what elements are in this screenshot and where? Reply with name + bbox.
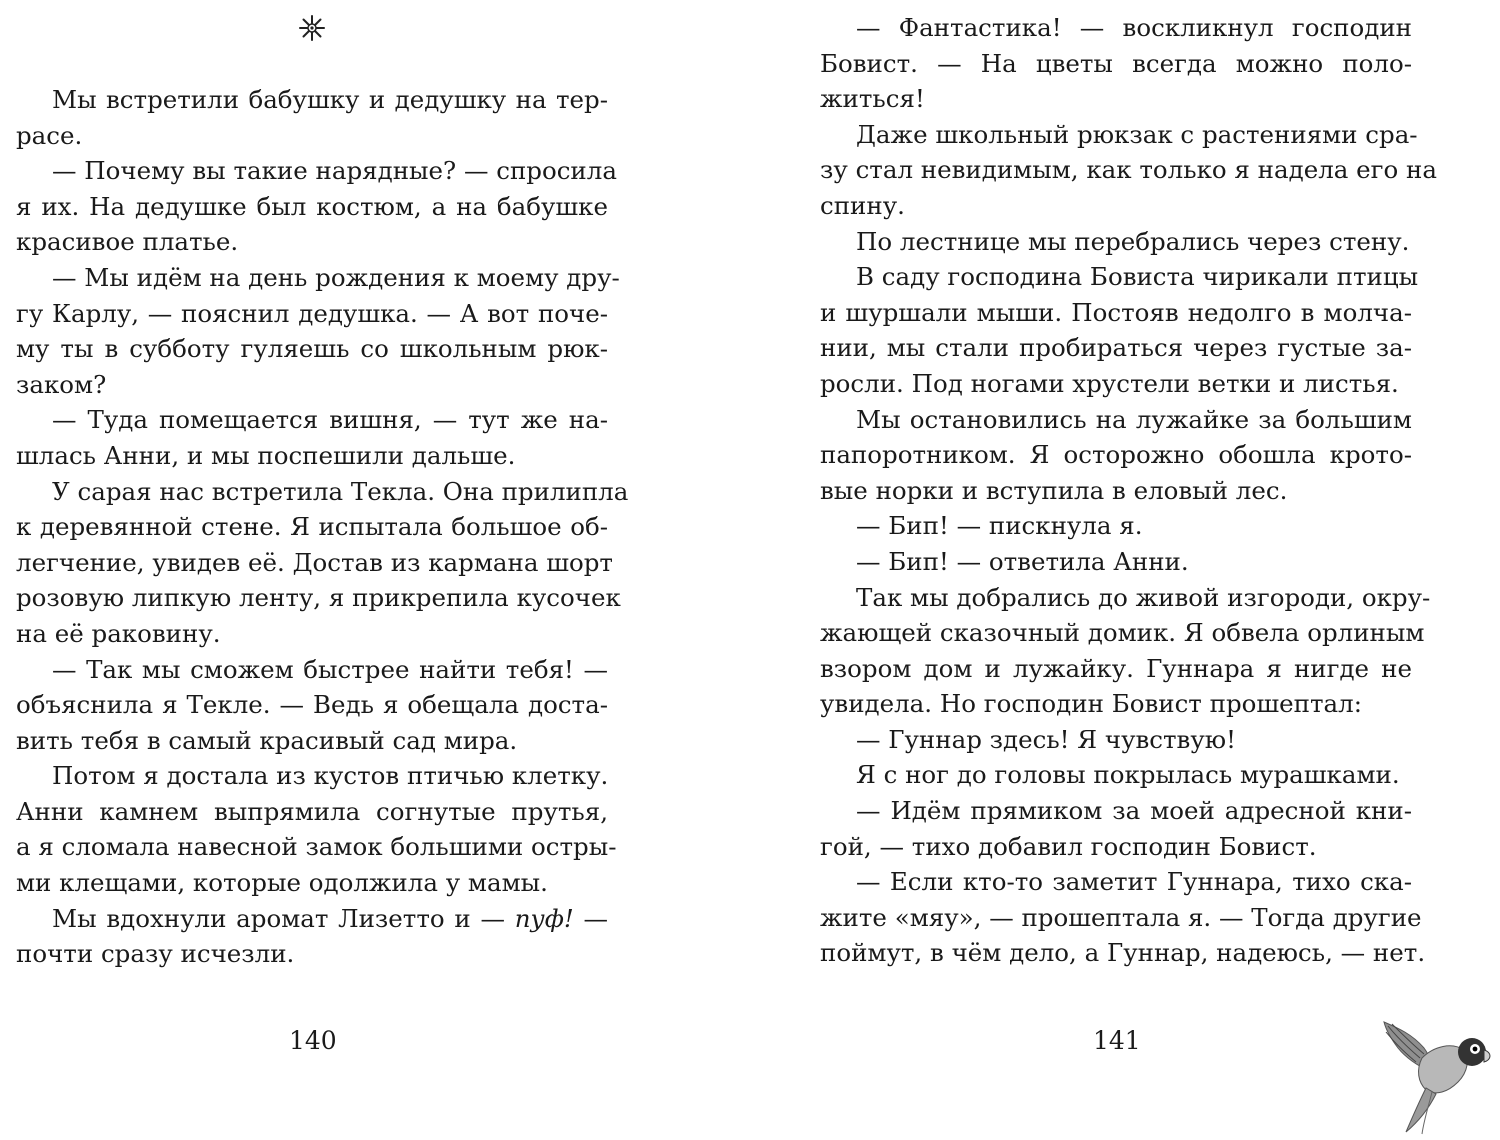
text-line: — Так мы сможем быстрее найти тебя! —	[52, 654, 608, 684]
text-line: Так мы добрались до живой изгороди, окру-	[856, 582, 1431, 612]
text-line: Анни камнем выпрямила согнутые прутья,	[16, 796, 608, 826]
text-line: а я сломала навесной замок большими остры-	[16, 832, 617, 862]
text-line: гу Карлу, — пояснил дедушка. — А вот поче-	[16, 298, 608, 328]
text-line: По лестнице мы перебрались через стену.	[856, 226, 1410, 256]
text-line: житься!	[820, 84, 925, 114]
text-line: легчение, увидев её. Достав из кармана шорт	[16, 547, 613, 577]
text-line: — Мы идём на день рождения к моему дру-	[52, 262, 620, 292]
text-line: — Почему вы такие нарядные? — спросила	[52, 156, 617, 186]
text-line: — Если кто-то заметит Гуннара, тихо ска-	[856, 867, 1412, 897]
text-line: Я с ног до головы покрылась мурашками.	[856, 760, 1400, 790]
text-line: жите «мяу», — прошептала я. — Тогда другие	[820, 902, 1422, 932]
text-line: жающей сказочный домик. Я обвела орлиным	[820, 618, 1425, 648]
text-line: Мы остановились на лужайке за большим	[856, 404, 1412, 434]
text-line: — Идём прямиком за моей адресной кни-	[856, 796, 1412, 826]
text-line: Бовист. — На цветы всегда можно поло-	[820, 48, 1412, 78]
text-line: к деревянной стене. Я испытала большое об-	[16, 512, 608, 542]
text-line: — Бип! — пискнула я.	[856, 511, 1143, 541]
text-line: красивое платье.	[16, 227, 239, 257]
text-line: я их. На дедушке был костюм, а на бабушке	[16, 191, 608, 221]
text-line: заком?	[16, 369, 107, 399]
right-page	[750, 0, 1500, 1140]
text-line: поймут, в чём дело, а Гуннар, надеюсь, — нет.	[820, 938, 1426, 968]
text-line: Мы встретили бабушку и дедушку на тер-	[52, 85, 608, 114]
left-page-text	[16, 82, 629, 972]
text-line: — Гуннар здесь! Я чувствую!	[856, 724, 1236, 754]
text-line: ми клещами, которые одолжила у мамы.	[16, 868, 548, 898]
text-line: вые норки и вступила в еловый лес.	[820, 475, 1288, 505]
text-line: зу стал невидимым, как только я надела его на	[820, 155, 1437, 185]
text-line	[16, 901, 608, 937]
italic-word: пуф!	[514, 903, 574, 933]
text-fragment: Мы вдохнули аромат Лизетто и —	[52, 903, 515, 933]
text-line: на её раковину.	[16, 618, 221, 648]
text-line: Даже школьный рюкзак с растениями сра-	[856, 119, 1418, 149]
text-line: му ты в субботу гуляешь со школьным рюк-	[16, 334, 608, 364]
text-line: увидела. Но господин Бовист прошептал:	[820, 689, 1362, 719]
text-line: спину.	[820, 190, 905, 220]
text-line: взором дом и лужайку. Гуннара я нигде не	[820, 653, 1412, 683]
text-line: и шуршали мыши. Постояв недолго в молча-	[820, 297, 1412, 327]
page-number-left: 140	[289, 1026, 337, 1055]
text-line: нии, мы стали пробираться через густые за-	[820, 333, 1412, 363]
parrot-illustration-icon	[1378, 1018, 1496, 1136]
text-line: шлась Анни, и мы поспешили дальше.	[16, 440, 516, 470]
text-line: розовую липкую ленту, я прикрепила кусочек	[16, 583, 621, 613]
text-line: росли. Под ногами хрустели ветки и листья.	[820, 368, 1399, 398]
text-line: — Бип! — ответила Анни.	[856, 546, 1189, 576]
text-line: — Туда помещается вишня, — тут же на-	[52, 405, 608, 435]
text-line: почти сразу исчезли.	[16, 939, 295, 969]
right-page-text	[820, 10, 1437, 971]
text-line: — Фантастика! — воскликнул господин	[856, 13, 1412, 42]
text-line: В саду господина Бовиста чирикали птицы	[856, 262, 1419, 292]
text-line: объяснила я Текле. — Ведь я обещала доста-	[16, 690, 608, 720]
text-line: папоротником. Я осторожно обошла крото-	[820, 440, 1412, 470]
text-line: расе.	[16, 120, 83, 150]
text-fragment: —	[573, 903, 608, 933]
text-line: Потом я достала из кустов птичью клетку.	[52, 761, 609, 791]
snowflake-ornament-icon	[298, 14, 326, 42]
text-line: вить тебя в самый красивый сад мира.	[16, 725, 518, 755]
page-number-right: 141	[1093, 1026, 1141, 1055]
text-line: У сарая нас встретила Текла. Она прилипла	[52, 476, 629, 506]
text-line: гой, — тихо добавил господин Бовист.	[820, 831, 1317, 861]
